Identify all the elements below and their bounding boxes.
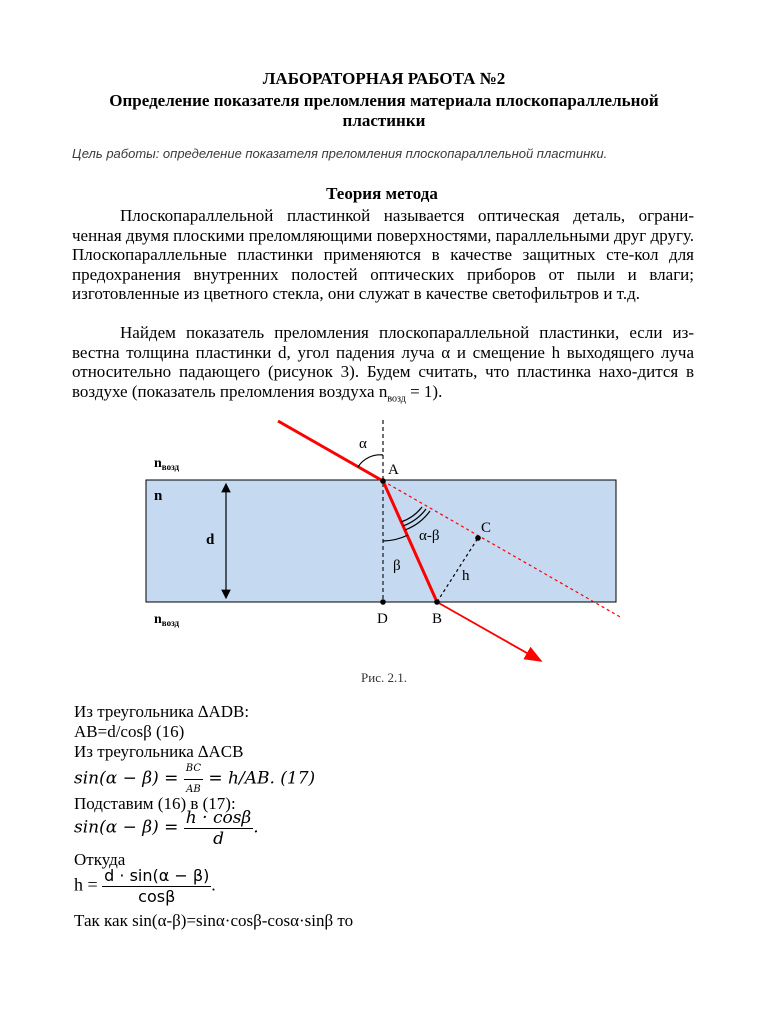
derivation-line-2: AB=d/cosβ (16) — [74, 722, 185, 741]
angle-alpha-arc — [358, 455, 383, 467]
label-n-plate: n — [154, 488, 163, 504]
lab-title: ЛАБОРАТОРНАЯ РАБОТА №2 — [262, 69, 506, 88]
theory-heading: Теория метода — [326, 184, 438, 203]
derivation-line-7: Откуда — [74, 850, 126, 869]
label-C: C — [481, 520, 492, 536]
label-A: A — [388, 462, 399, 478]
label-alpha-beta: α-β — [419, 528, 440, 544]
eq17-numerator: BC — [184, 759, 203, 780]
eq-sub-denominator: d — [213, 829, 224, 849]
eq-h-denominator: cosβ — [138, 887, 176, 906]
theory-paragraph-1: Плоскопараллельной пластинкой называется оптическая деталь, ограни-ченная двумя плоскими преломляющими поверхностями, параллельными друг другу. Плоскопараллельные пластинки применяются в качестве защитных сте-кол для предохранения внутренних полостей оптических приборов от пыли и влаги; изготовленные из цветного стекла, они служат в качестве светофильтров и т.д. — [72, 206, 694, 304]
eq-h-numerator: d · sin(α − β) — [104, 866, 210, 885]
derivation-line-5: Подставим (16) в (17): — [74, 794, 236, 813]
eq-sub-left: sin(α − β) = — [74, 817, 184, 838]
eq17-denominator: AB — [186, 784, 201, 795]
eq17-right: = h/AB. (17) — [202, 768, 316, 789]
derivation-line-1: Из треугольника ∆ADB: — [74, 702, 250, 721]
label-B: B — [432, 611, 443, 627]
point-C — [475, 535, 481, 541]
label-D: D — [377, 611, 388, 627]
emergent-ray — [437, 602, 541, 661]
paragraph-2-text: Найдем показатель преломления плоскопараллельной пластинки, если из-вестна толщина пластинки d, угол падения луча α и смещение h выходящего луча относительно падающего (рисунок 3). Будем считать, что пластинка нахо-дится в воздухе (показатель преломления воздуха n — [72, 323, 694, 401]
derivation-line-9: Так как sin(α-β)=sinα·cosβ-cosα·sinβ то — [74, 911, 354, 930]
figure-caption: Рис. 2.1. — [361, 670, 407, 685]
point-B — [434, 599, 440, 605]
eq17-left: sin(α − β) = — [74, 768, 184, 789]
theory-paragraph-2 — [72, 323, 694, 409]
label-beta: β — [393, 558, 401, 574]
eq-sub-fraction — [184, 808, 253, 849]
eq-h-right: . — [211, 875, 216, 895]
eq-sub-numerator: h · cosβ — [185, 808, 252, 828]
label-alpha: α — [359, 436, 367, 452]
refraction-figure — [0, 400, 768, 670]
eq-sub-right: . — [253, 817, 259, 838]
incident-ray — [278, 421, 383, 481]
paragraph-2-end: = 1). — [405, 381, 443, 401]
point-D — [380, 599, 386, 605]
label-n-air-bottom: $n_{возд}$ — [154, 612, 180, 628]
derivation-line-3: Из треугольника ∆ACB — [74, 742, 244, 761]
equation-sub — [74, 808, 259, 849]
label-n-air-top: $n_{возд}$ — [154, 456, 180, 472]
label-d: d — [206, 532, 215, 548]
lab-aim: Цель работы: определение показателя преломления плоскопараллельной пластинки. — [72, 146, 608, 161]
point-A — [380, 478, 386, 484]
paragraph-2-sub: возд — [387, 393, 406, 405]
lab-subtitle: Определение показателя преломления материала плоскопараллельной — [109, 91, 659, 110]
label-h: h — [462, 568, 470, 584]
equation-h — [74, 866, 216, 907]
eq-h-left: h = — [74, 874, 103, 895]
glass-plate — [146, 480, 616, 602]
eq-h-fraction — [102, 866, 211, 907]
lab-subtitle-cont: пластинки — [342, 111, 426, 130]
